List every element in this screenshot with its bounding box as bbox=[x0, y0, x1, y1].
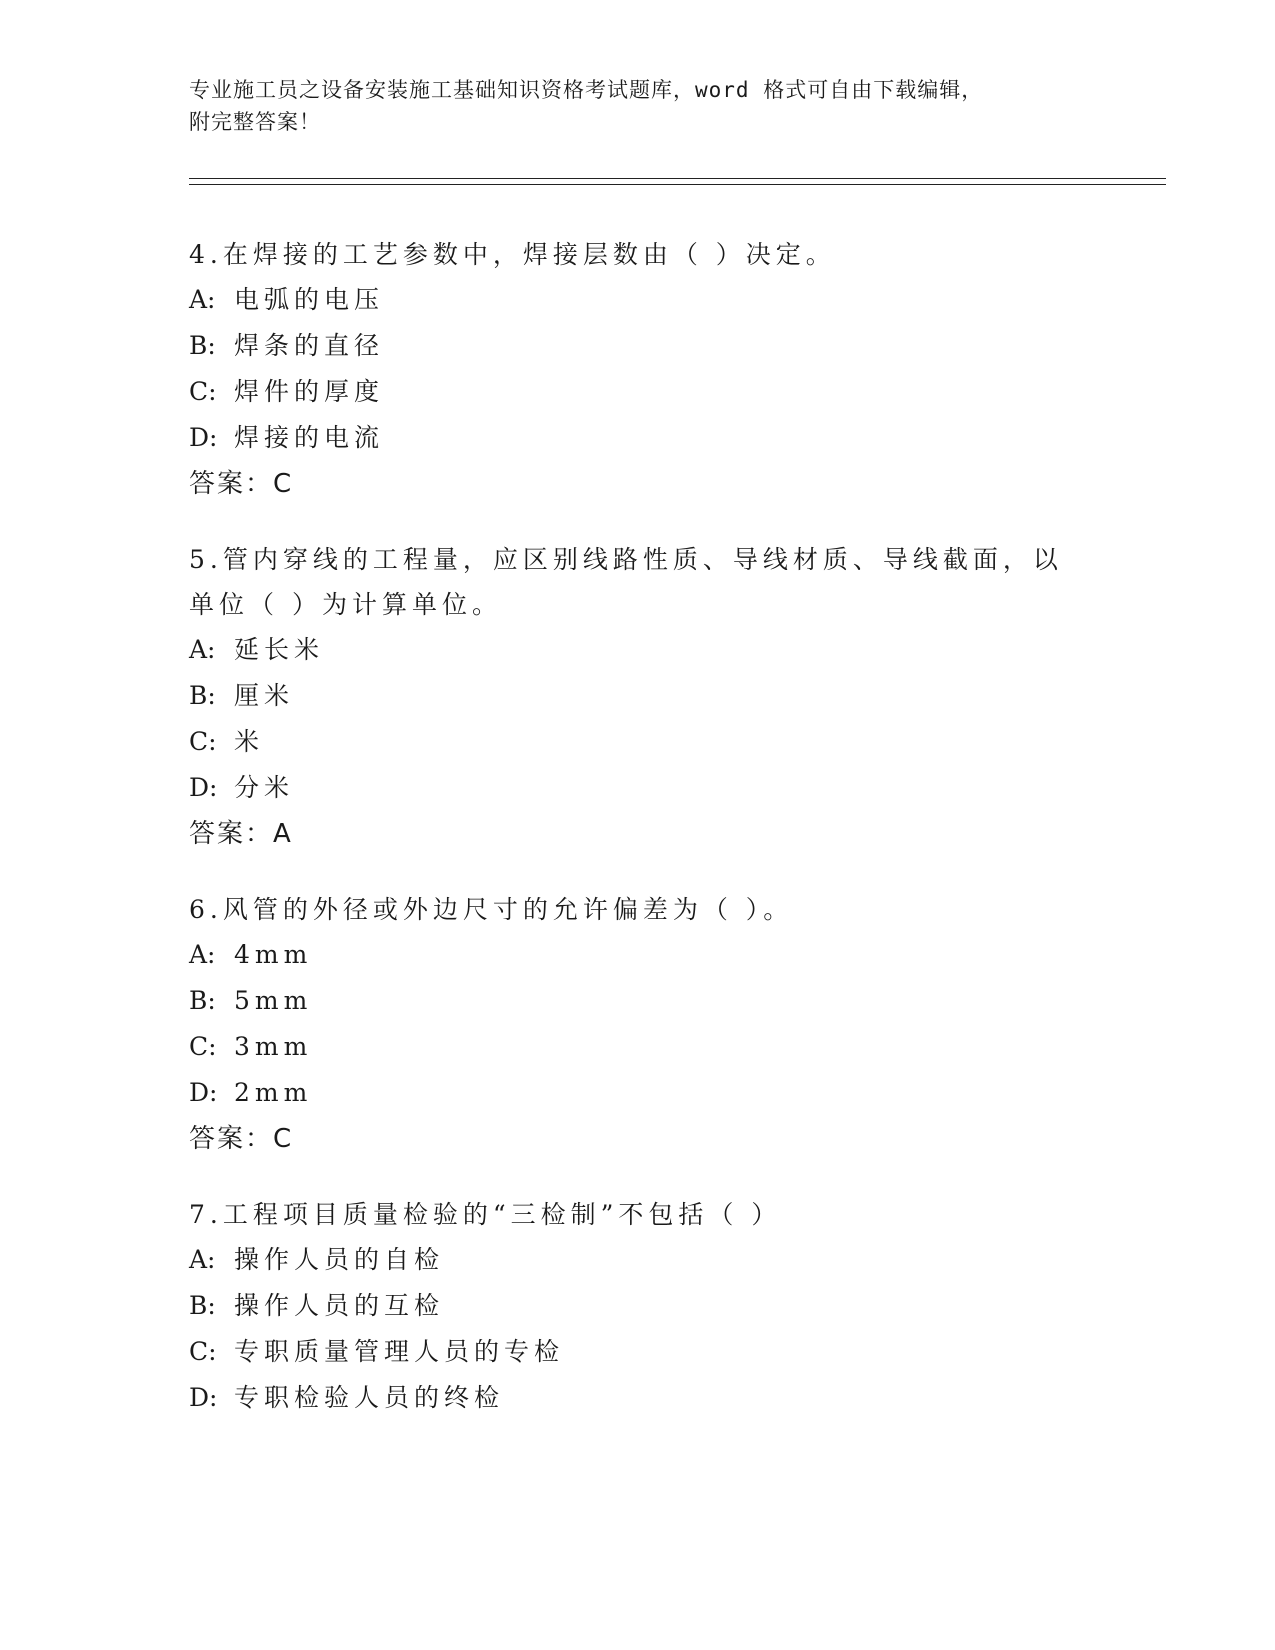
option-text: 焊件的厚度 bbox=[234, 377, 385, 406]
option-letter: A: bbox=[189, 940, 216, 969]
answer-line: 答案：C bbox=[189, 1124, 294, 1154]
option-letter: C: bbox=[189, 727, 217, 756]
answer-line: 答案：C bbox=[189, 469, 294, 499]
question-stem: 4.在焊接的工艺参数中，焊接层数由（ ）决定。 bbox=[189, 240, 836, 269]
option-c bbox=[189, 719, 1089, 765]
option-text: 米 bbox=[234, 727, 265, 756]
option-a bbox=[189, 277, 1089, 323]
option-letter: C: bbox=[189, 1032, 217, 1061]
option-text: 操作人员的互检 bbox=[234, 1291, 445, 1320]
option-a bbox=[189, 627, 1089, 673]
header-line-1: 专业施工员之设备安装施工基础知识资格考试题库，word 格式可自由下载编辑， bbox=[189, 78, 984, 102]
option-d bbox=[189, 765, 1089, 811]
option-letter: D: bbox=[189, 1078, 218, 1107]
option-d bbox=[189, 1375, 1089, 1421]
option-letter: B: bbox=[189, 986, 216, 1015]
question-4 bbox=[189, 232, 1089, 507]
option-text: 3mm bbox=[234, 1032, 313, 1061]
option-text: 焊条的直径 bbox=[234, 331, 385, 360]
header-divider-bottom bbox=[189, 184, 1166, 185]
question-7 bbox=[189, 1192, 1089, 1421]
option-d bbox=[189, 415, 1089, 461]
question-list bbox=[189, 232, 1089, 1451]
option-text: 2mm bbox=[234, 1078, 313, 1107]
option-letter: B: bbox=[189, 1291, 216, 1320]
option-letter: B: bbox=[189, 681, 216, 710]
question-stem: 5.管内穿线的工程量，应区别线路性质、导线材质、导线截面，以单位（ ）为计算单位。 bbox=[189, 545, 1063, 619]
option-b bbox=[189, 978, 1089, 1024]
option-b bbox=[189, 673, 1089, 719]
option-text: 专职质量管理人员的专检 bbox=[234, 1337, 565, 1366]
option-letter: B: bbox=[189, 331, 216, 360]
option-text: 5mm bbox=[234, 986, 313, 1015]
option-text: 分米 bbox=[234, 773, 295, 802]
option-b bbox=[189, 1283, 1089, 1329]
option-text: 专职检验人员的终检 bbox=[234, 1383, 505, 1412]
option-letter: A: bbox=[189, 285, 216, 314]
option-c bbox=[189, 1329, 1089, 1375]
option-letter: A: bbox=[189, 1245, 216, 1274]
option-c bbox=[189, 369, 1089, 415]
option-text: 4mm bbox=[234, 940, 313, 969]
answer-line: 答案：A bbox=[189, 819, 293, 849]
option-c bbox=[189, 1024, 1089, 1070]
option-letter: D: bbox=[189, 773, 218, 802]
question-stem: 7.工程项目质量检验的“三检制”不包括（ ） bbox=[189, 1200, 782, 1229]
option-letter: A: bbox=[189, 635, 216, 664]
option-text: 焊接的电流 bbox=[234, 423, 385, 452]
option-text: 电弧的电压 bbox=[234, 285, 385, 314]
option-d bbox=[189, 1070, 1089, 1116]
option-a bbox=[189, 1237, 1089, 1283]
option-letter: C: bbox=[189, 1337, 217, 1366]
question-5 bbox=[189, 537, 1089, 857]
document-header bbox=[189, 74, 1089, 138]
option-text: 延长米 bbox=[234, 635, 325, 664]
option-text: 操作人员的自检 bbox=[234, 1245, 445, 1274]
header-divider-top bbox=[189, 178, 1166, 179]
question-stem: 6.风管的外径或外边尺寸的允许偏差为（ ）。 bbox=[189, 895, 794, 924]
option-text: 厘米 bbox=[234, 681, 295, 710]
option-b bbox=[189, 323, 1089, 369]
option-letter: C: bbox=[189, 377, 217, 406]
question-6 bbox=[189, 887, 1089, 1162]
option-a bbox=[189, 932, 1089, 978]
option-letter: D: bbox=[189, 423, 218, 452]
header-line-2: 附完整答案！ bbox=[189, 110, 321, 134]
option-letter: D: bbox=[189, 1383, 218, 1412]
